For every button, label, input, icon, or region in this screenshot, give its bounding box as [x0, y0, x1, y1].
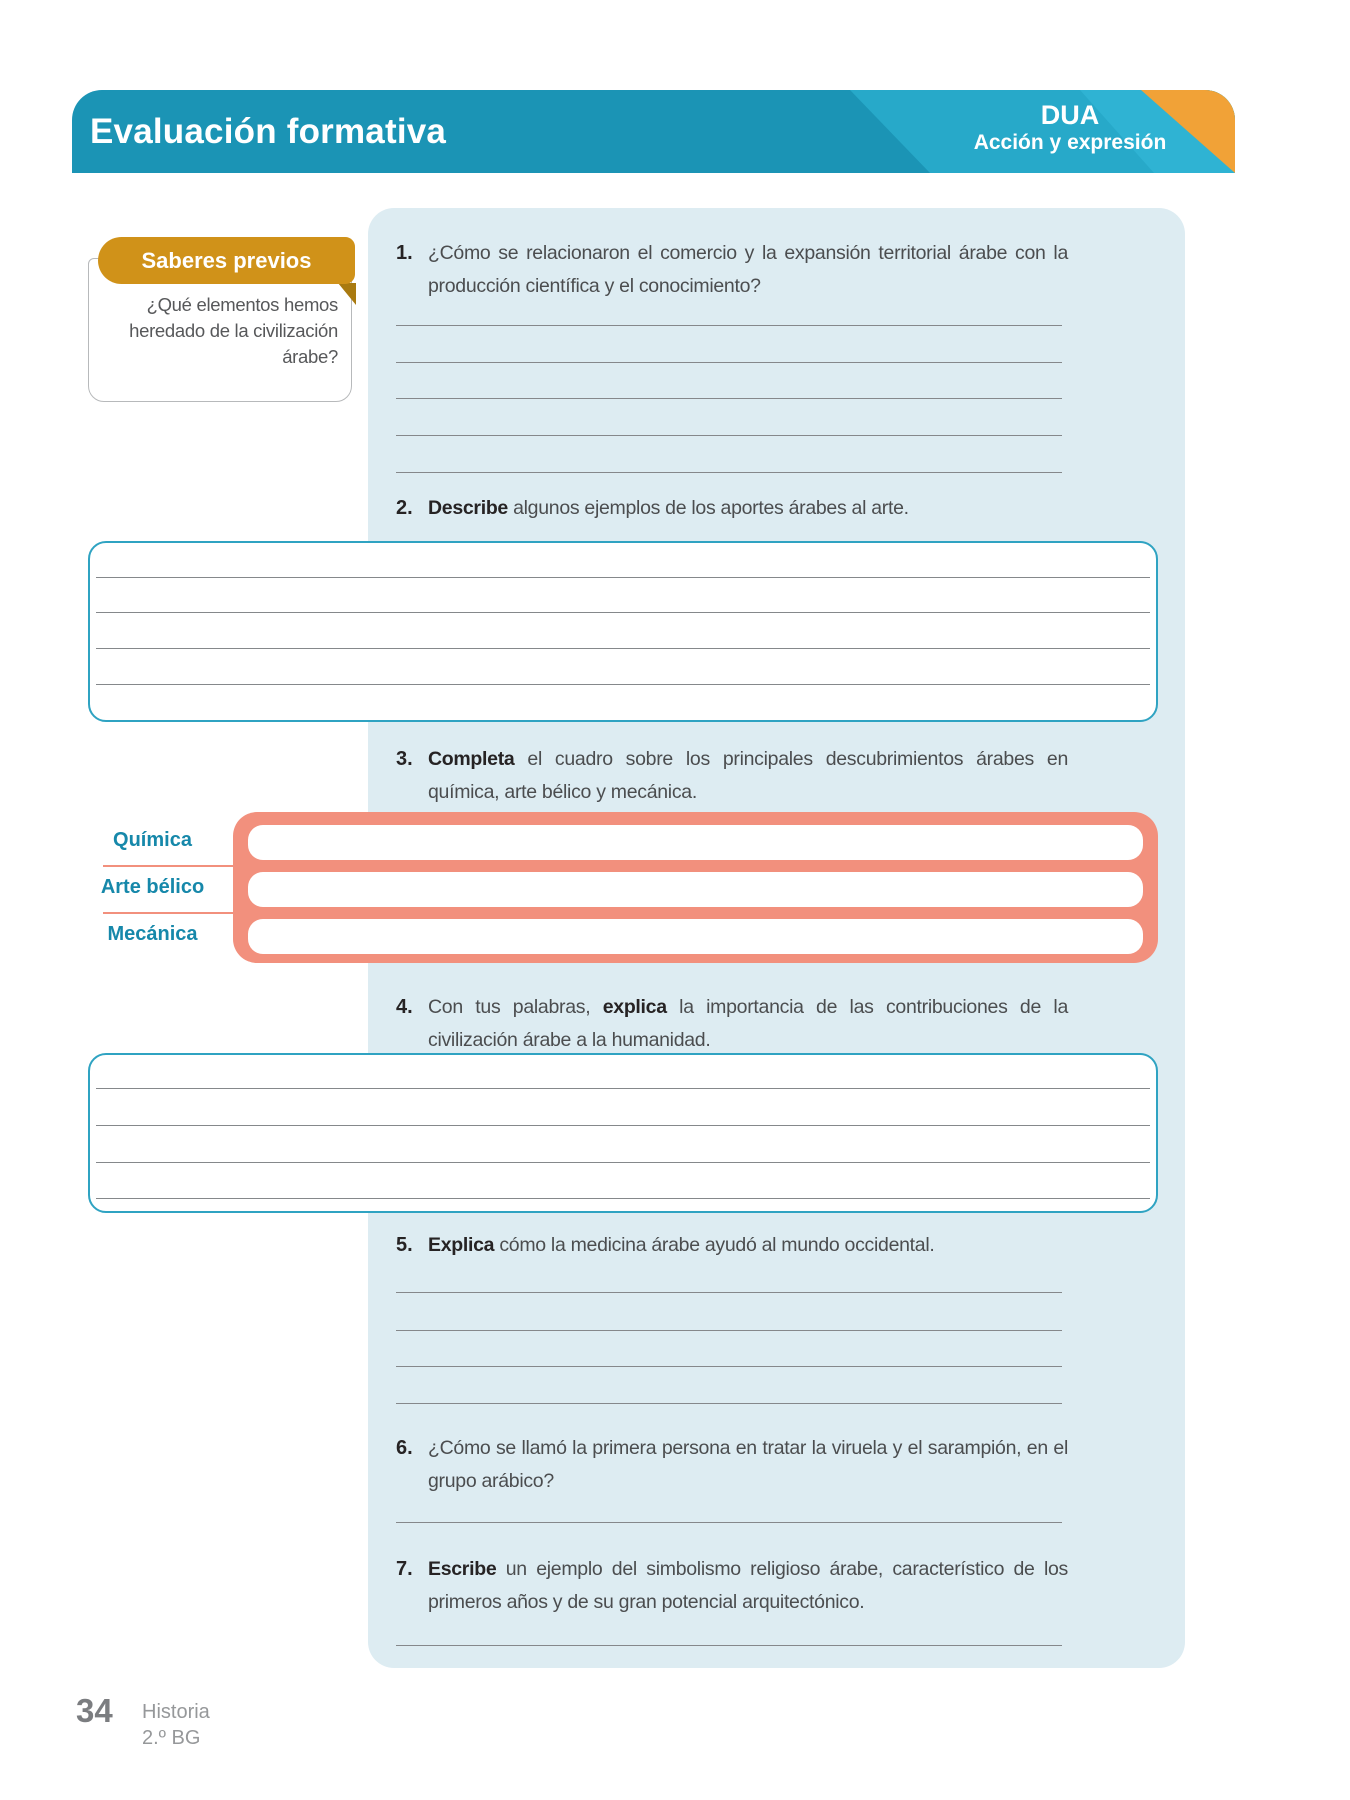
table-input-arte-belico[interactable]: [248, 872, 1143, 907]
answer-box-q2[interactable]: [88, 541, 1158, 722]
question-text: Con tus palabras, explica la importancia de las contribuciones de la civilización árabe a la humanidad.: [428, 996, 1068, 1051]
question-number: 6.: [396, 1437, 413, 1459]
answer-line[interactable]: [396, 1366, 1062, 1367]
answer-line[interactable]: [396, 472, 1062, 473]
answer-line[interactable]: [396, 1645, 1062, 1646]
discoveries-table: [233, 812, 1158, 963]
header-bar: [72, 90, 1235, 173]
footer-grade: 2.º BG: [142, 1727, 201, 1749]
table-input-quimica[interactable]: [248, 825, 1143, 860]
question-number: 1.: [396, 242, 413, 264]
question-text: Describe algunos ejemplos de los aportes árabes al arte.: [428, 497, 909, 519]
dua-badge-subtitle: Acción y expresión: [973, 131, 1167, 154]
answer-line[interactable]: [396, 398, 1062, 399]
table-label-arte-belico: Arte bélico: [100, 876, 205, 898]
table-label-mecanica: Mecánica: [107, 923, 198, 945]
dua-badge: [940, 100, 1200, 155]
question-text: Escribe un ejemplo del simbolismo religioso árabe, característico de los primeros años y de su gran potencial arquitectónico.: [428, 1558, 1068, 1613]
answer-line[interactable]: [96, 1125, 1150, 1126]
question-number: 4.: [396, 996, 413, 1018]
question-text: ¿Cómo se relacionaron el comercio y la expansión territorial árabe con la producción científica y el conocimiento?: [428, 242, 1068, 297]
answer-line[interactable]: [396, 1330, 1062, 1331]
answer-line[interactable]: [396, 1522, 1062, 1523]
question-text: Explica cómo la medicina árabe ayudó al mundo occidental.: [428, 1234, 935, 1256]
answer-box-q4[interactable]: [88, 1053, 1158, 1213]
question-7: [396, 1553, 1068, 1619]
question-6: [396, 1432, 1068, 1498]
answer-line[interactable]: [396, 1403, 1062, 1404]
answer-line[interactable]: [396, 362, 1062, 363]
dua-badge-title: DUA: [1040, 100, 1100, 130]
answer-line[interactable]: [96, 684, 1150, 685]
question-4: [396, 991, 1068, 1057]
answer-line[interactable]: [96, 1198, 1150, 1199]
question-number: 7.: [396, 1558, 413, 1580]
answer-line[interactable]: [96, 612, 1150, 613]
question-number: 3.: [396, 748, 413, 770]
question-3: [396, 743, 1068, 809]
question-number: 5.: [396, 1234, 413, 1256]
answer-line[interactable]: [396, 325, 1062, 326]
question-text: Completa el cuadro sobre los principales descubrimientos árabes en química, arte bélico y mecánica.: [428, 748, 1068, 803]
question-2: [396, 492, 1068, 525]
question-text: ¿Cómo se llamó la primera persona en tratar la viruela y el sarampión, en el grupo arábico?: [428, 1437, 1068, 1492]
page-number: 34: [76, 1692, 113, 1729]
answer-line[interactable]: [396, 435, 1062, 436]
answer-line[interactable]: [96, 1088, 1150, 1089]
label-divider: [103, 865, 233, 867]
answer-line[interactable]: [96, 1162, 1150, 1163]
question-number: 2.: [396, 497, 413, 519]
footer-subject-name: Historia: [142, 1701, 210, 1723]
prior-knowledge-question: ¿Qué elementos hemos heredado de la civilización árabe?: [129, 294, 338, 367]
answer-line[interactable]: [96, 648, 1150, 649]
answer-line[interactable]: [96, 577, 1150, 578]
answer-line[interactable]: [396, 1292, 1062, 1293]
footer-subject: [142, 1699, 210, 1751]
label-divider: [103, 912, 233, 914]
page-title: Evaluación formativa: [90, 112, 447, 151]
table-label-quimica: Química: [113, 829, 192, 851]
table-input-mecanica[interactable]: [248, 919, 1143, 954]
question-5: [396, 1229, 1068, 1262]
question-1: [396, 237, 1068, 303]
saberes-previos-tab: Saberes previos: [98, 237, 355, 284]
